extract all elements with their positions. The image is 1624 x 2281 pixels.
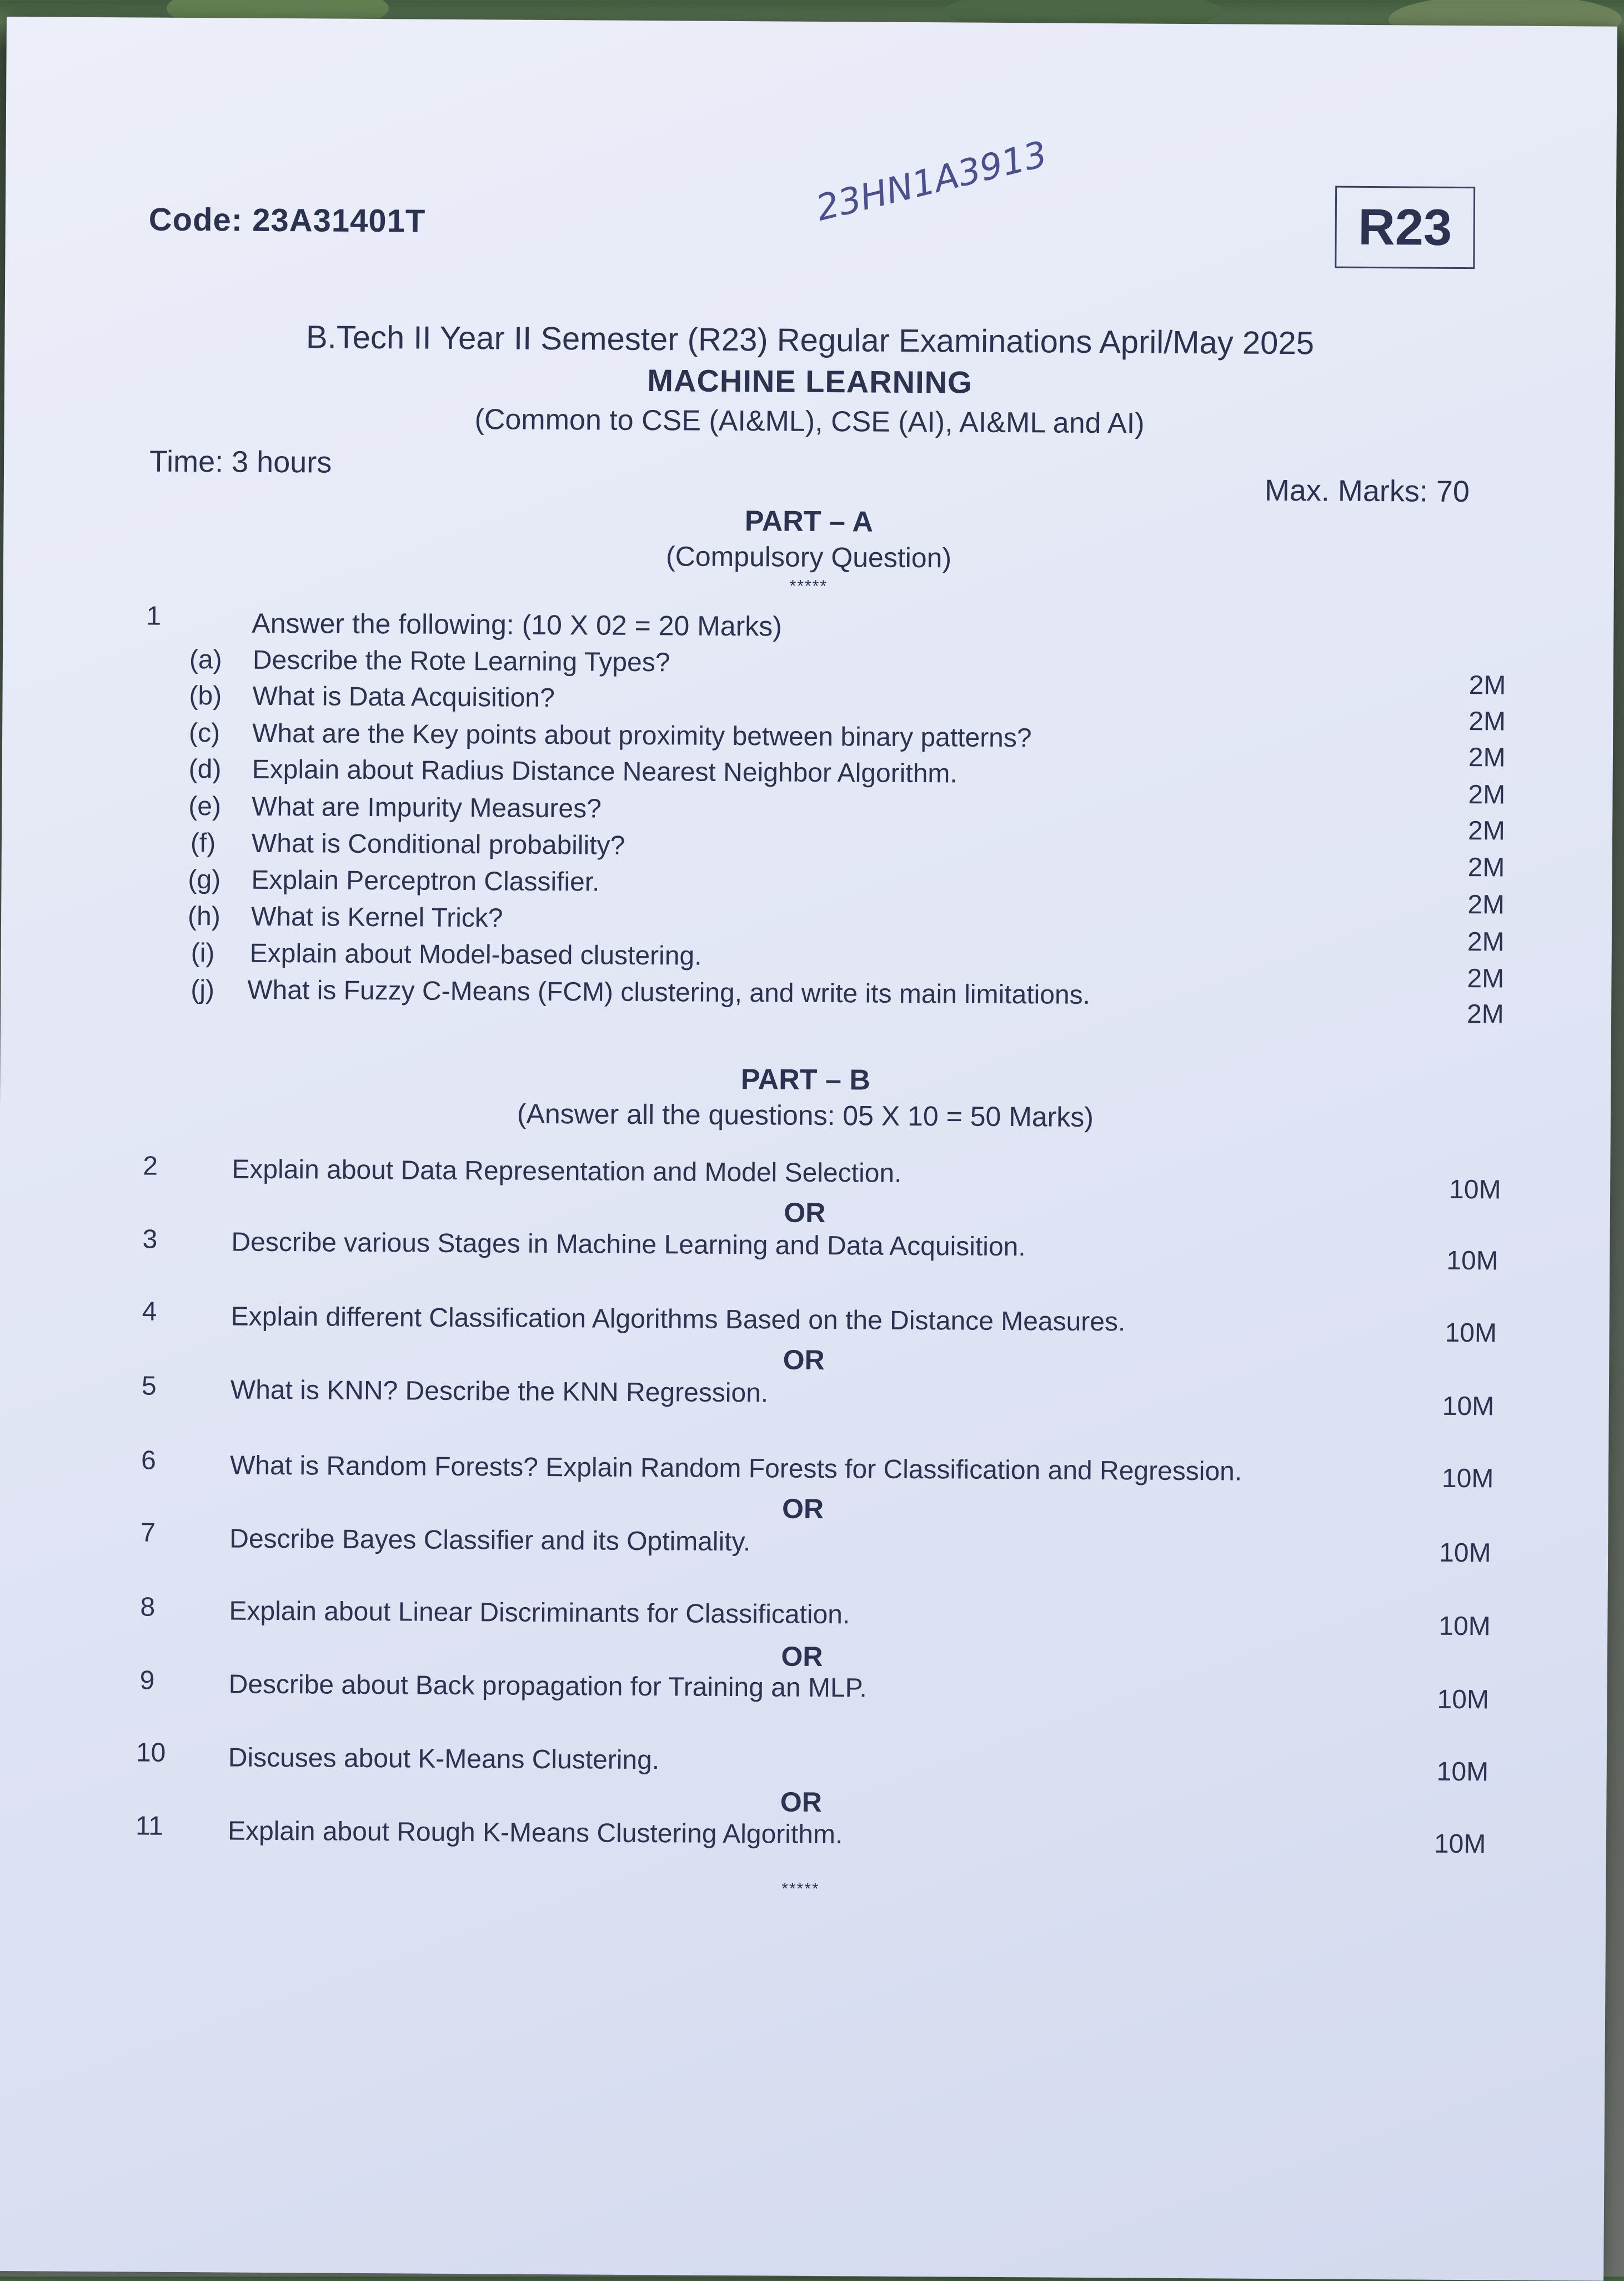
- question-number: 8: [140, 1592, 156, 1622]
- separator-stars: *****: [789, 577, 828, 596]
- separator-stars: *****: [781, 1879, 820, 1899]
- part-b-subheading: (Answer all the questions: 05 X 10 = 50 Marks): [517, 1098, 1094, 1133]
- exam-duration: Time: 3 hours: [149, 444, 332, 479]
- or-separator: OR: [784, 1197, 826, 1229]
- question-marks: 10M: [1445, 1318, 1497, 1348]
- question-marks: 10M: [1438, 1611, 1491, 1642]
- question-text: What is KNN? Describe the KNN Regression.: [230, 1375, 769, 1408]
- part-a-heading: PART – A: [744, 505, 874, 538]
- sub-question-marks: 2M: [1467, 853, 1505, 883]
- sub-question-marks: 2M: [1467, 890, 1505, 920]
- max-marks: Max. Marks: 70: [1264, 473, 1470, 509]
- or-separator: OR: [781, 1640, 823, 1673]
- sub-question-text: What are the Key points about proximity between binary patterns?: [252, 718, 1032, 753]
- question-text: What is Random Forests? Explain Random Forests for Classification and Regression.: [229, 1450, 1242, 1487]
- sub-question-marks: 2M: [1467, 927, 1505, 957]
- question-number: 1: [146, 601, 162, 631]
- sub-question-marks: 2M: [1467, 964, 1505, 994]
- question-number: 2: [143, 1151, 158, 1181]
- question-number: 3: [142, 1224, 158, 1254]
- sub-question-letter: (b): [189, 681, 222, 711]
- question-number: 6: [141, 1445, 156, 1475]
- sub-question-letter: (g): [188, 865, 221, 895]
- question-number: 9: [139, 1665, 155, 1695]
- question-marks: 10M: [1446, 1245, 1498, 1276]
- question-marks: 10M: [1441, 1463, 1494, 1494]
- sub-question-letter: (d): [188, 754, 222, 784]
- question-text: Describe Bayes Classifier and its Optimality.: [229, 1524, 751, 1557]
- sub-question-text: What are Impurity Measures?: [252, 792, 602, 824]
- question-marks: 10M: [1436, 1757, 1489, 1787]
- question-text: Explain about Linear Discriminants for Classification.: [229, 1596, 850, 1630]
- sub-question-marks: 2M: [1468, 743, 1506, 773]
- question-number: 7: [141, 1518, 156, 1548]
- question-marks: 10M: [1438, 1538, 1491, 1568]
- sub-question-marks: 2M: [1468, 671, 1506, 701]
- question-text: Explain different Classification Algorithms Based on the Distance Measures.: [230, 1302, 1126, 1337]
- question-number: 11: [135, 1811, 164, 1841]
- question-text: Describe various Stages in Machine Learning and Data Acquisition.: [231, 1227, 1026, 1262]
- part-a-subheading: (Compulsory Question): [665, 541, 952, 574]
- question-text: Answer the following: (10 X 02 = 20 Marks): [252, 607, 783, 642]
- sub-question-letter: (h): [187, 902, 220, 932]
- sub-question-letter: (i): [191, 938, 215, 968]
- sub-question-marks: 2M: [1468, 707, 1506, 737]
- exam-paper: [0, 17, 1617, 2281]
- sub-question-marks: 2M: [1467, 816, 1505, 846]
- question-number: 5: [141, 1371, 157, 1401]
- sub-question-marks: 2M: [1468, 780, 1506, 810]
- question-marks: 10M: [1442, 1391, 1495, 1422]
- or-separator: OR: [781, 1493, 824, 1525]
- sub-question-marks: 2M: [1466, 999, 1504, 1029]
- question-number: 4: [142, 1297, 157, 1327]
- sub-question-text: What is Fuzzy C-Means (FCM) clustering, and write its main limitations.: [247, 975, 1091, 1010]
- common-to-line: (Common to CSE (AI&ML), CSE (AI), AI&ML and AI): [474, 403, 1145, 440]
- question-marks: 10M: [1433, 1829, 1486, 1859]
- sub-question-text: What is Conditional probability?: [251, 828, 625, 861]
- sub-question-text: Explain about Model-based clustering.: [249, 938, 702, 971]
- regulation-label: R23: [1358, 198, 1452, 256]
- question-text: Describe about Back propagation for Training an MLP.: [228, 1669, 867, 1703]
- sub-question-text: What is Kernel Trick?: [250, 902, 503, 933]
- or-separator: OR: [780, 1786, 823, 1818]
- question-text: Explain about Rough K-Means Clustering Algorithm.: [227, 1816, 843, 1850]
- or-separator: OR: [783, 1344, 825, 1376]
- sub-question-letter: (e): [188, 792, 222, 822]
- regulation-badge: [1335, 186, 1475, 269]
- sub-question-letter: (a): [189, 645, 222, 675]
- sub-question-letter: (j): [191, 975, 215, 1005]
- sub-question-text: Describe the Rote Learning Types?: [252, 645, 670, 678]
- question-marks: 10M: [1437, 1684, 1490, 1715]
- question-number: 10: [136, 1738, 166, 1768]
- sub-question-letter: (c): [188, 718, 220, 748]
- question-marks: 10M: [1448, 1174, 1501, 1205]
- sub-question-text: Explain about Radius Distance Nearest Neighbor Algorithm.: [252, 754, 958, 789]
- question-text: Explain about Data Representation and Model Selection.: [232, 1154, 902, 1188]
- sub-question-text: What is Data Acquisition?: [252, 681, 555, 713]
- handwritten-roll-number: 23HN1A3913: [812, 133, 1051, 229]
- subject-title: MACHINE LEARNING: [647, 363, 973, 400]
- part-b-heading: PART – B: [740, 1063, 871, 1097]
- sub-question-text: Explain Perceptron Classifier.: [251, 865, 600, 897]
- sub-question-letter: (f): [190, 828, 216, 858]
- question-text: Discuses about K-Means Clustering.: [228, 1743, 660, 1775]
- paper-code: Code: 23A31401T: [148, 201, 426, 239]
- exam-title: B.Tech II Year II Semester (R23) Regular Examinations April/May 2025: [305, 319, 1315, 362]
